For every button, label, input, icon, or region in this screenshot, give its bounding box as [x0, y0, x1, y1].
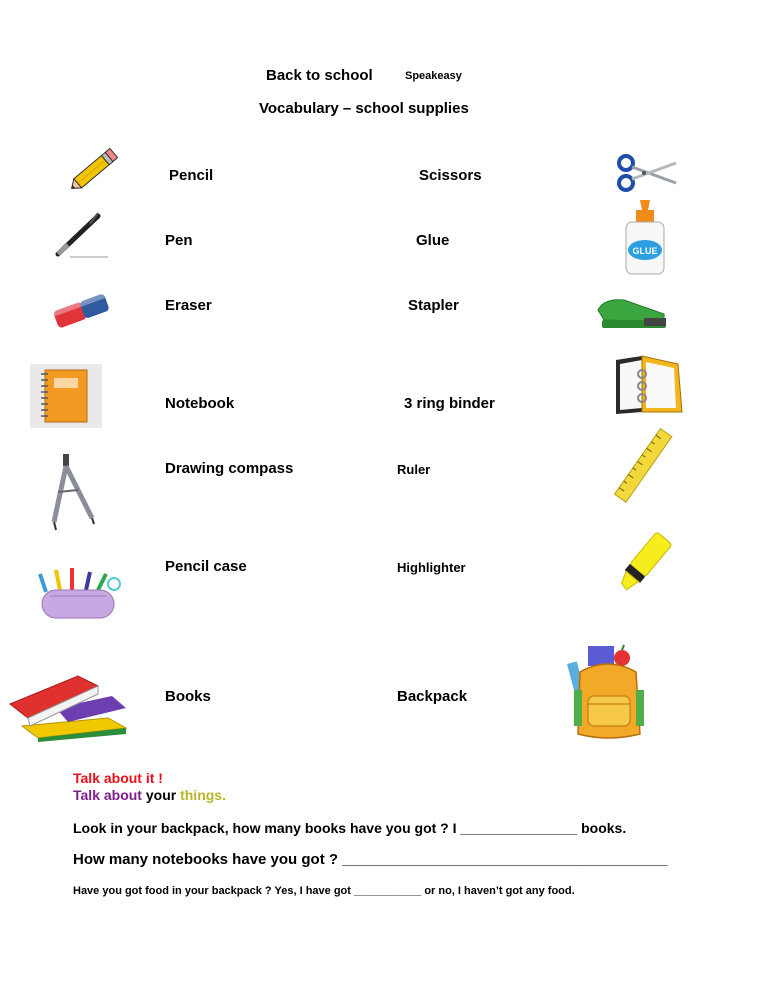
glue-icon — [620, 200, 670, 276]
vocab-word: Pencil case — [165, 558, 247, 575]
talk-heading — [73, 770, 163, 786]
pencil-case-icon — [36, 566, 122, 622]
stapler-icon — [594, 294, 672, 336]
notebook-icon — [30, 364, 102, 428]
vocab-word: Stapler — [408, 297, 459, 314]
vocab-word: Pen — [165, 232, 193, 249]
vocab-word: 3 ring binder — [404, 395, 495, 412]
ruler-icon — [612, 432, 676, 500]
drawing-compass-icon — [46, 452, 98, 532]
books-icon — [8, 668, 130, 740]
vocab-word: Eraser — [165, 297, 212, 314]
pencil-icon — [60, 148, 120, 198]
vocab-word: Notebook — [165, 395, 235, 412]
ring-binder-icon — [612, 354, 686, 416]
vocab-word: Glue — [416, 232, 450, 249]
worksheet-title: Back to school — [266, 67, 373, 84]
eraser-icon — [50, 288, 112, 332]
vocab-word: Highlighter — [397, 560, 466, 575]
talk-line-2a: Talk about — [73, 787, 142, 803]
talk-subheading — [73, 787, 226, 803]
question-notebooks: How many notebooks have you got ? _______________________________________ — [73, 851, 668, 868]
brand-tag: Speakeasy — [405, 70, 462, 82]
vocab-word: Scissors — [419, 167, 482, 184]
question-food: Have you got food in your backpack ? Yes, I have got ___________ or no, I haven’t got any food. — [73, 885, 575, 897]
question-books: Look in your backpack, how many books have you got ? I _______________ books. — [73, 820, 627, 836]
talk-line-2b: your — [145, 787, 177, 803]
highlighter-icon — [612, 530, 672, 600]
backpack-icon — [566, 642, 652, 742]
glue-label: GLUE — [632, 246, 658, 256]
talk-line-2c: things. — [180, 787, 226, 803]
vocab-word: Drawing compass — [165, 460, 294, 477]
scissors-icon — [612, 153, 680, 193]
talk-line-1: Talk about it ! — [73, 770, 163, 786]
vocab-word: Ruler — [397, 462, 431, 477]
vocab-word: Pencil — [169, 167, 214, 184]
vocab-word: Books — [165, 688, 211, 705]
worksheet-subtitle: Vocabulary – school supplies — [259, 100, 469, 117]
vocab-word: Backpack — [397, 688, 468, 705]
pen-icon — [50, 208, 110, 260]
